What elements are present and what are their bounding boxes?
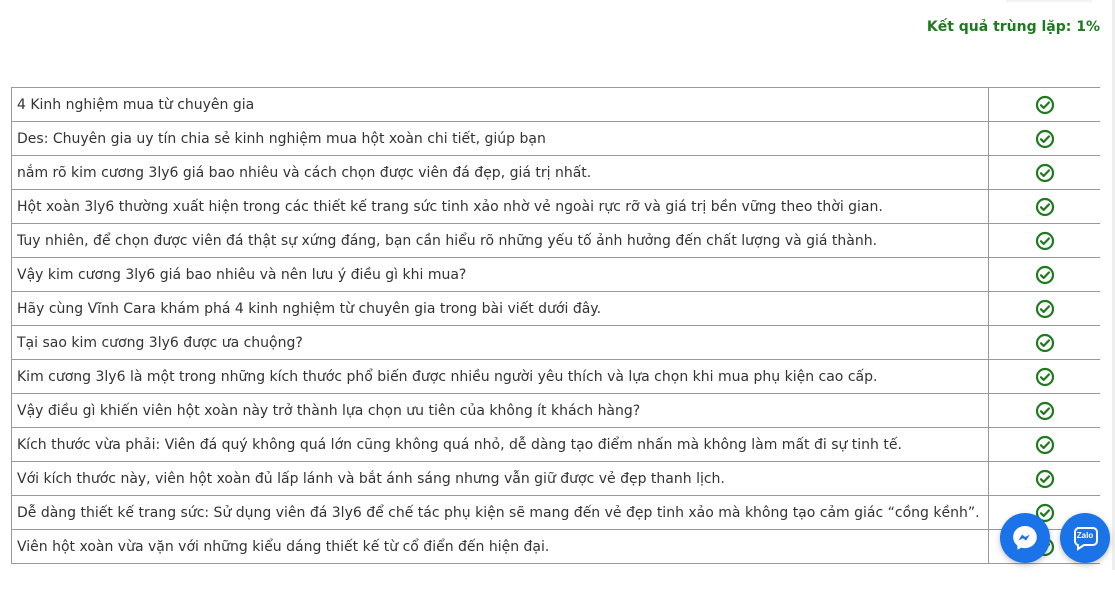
sentence-cell: nắm rõ kim cương 3ly6 giá bao nhiêu và cách chọn được viên đá đẹp, giá trị nhất. [12,156,989,190]
check-circle-icon [1035,95,1055,115]
status-cell [989,190,1101,224]
status-cell [989,326,1101,360]
zalo-icon [1071,524,1099,552]
sentence-cell: Tuy nhiên, để chọn được viên đá thật sự xứng đáng, bạn cần hiểu rõ những yếu tố ảnh hưởng đến chất lượng và giá thành. [12,224,989,258]
zalo-button[interactable] [1060,513,1110,563]
status-cell [989,224,1101,258]
status-cell [989,292,1101,326]
table-row [12,190,1101,224]
zalo-label: Zalo [1076,531,1094,540]
table-row [12,292,1101,326]
status-cell [989,360,1101,394]
check-circle-icon [1035,163,1055,183]
check-circle-icon [1035,129,1055,149]
status-cell [989,122,1101,156]
page-bottom [0,570,1115,600]
table-row [12,156,1101,190]
check-circle-icon [1035,435,1055,455]
sentence-cell: 4 Kinh nghiệm mua từ chuyên gia [12,88,989,122]
check-circle-icon [1035,265,1055,285]
sentence-cell: Tại sao kim cương 3ly6 được ưa chuộng? [12,326,989,360]
status-cell [989,258,1101,292]
sentence-cell: Hãy cùng Vĩnh Cara khám phá 4 kinh nghiệm từ chuyên gia trong bài viết dưới đây. [12,292,989,326]
check-circle-icon [1035,367,1055,387]
duplicate-result-label: Kết quả trùng lặp: 1% [926,19,1100,35]
table-row [12,88,1101,122]
results-table [11,87,1100,564]
table-row [12,326,1101,360]
sentence-cell: Vậy điều gì khiến viên hột xoàn này trở thành lựa chọn ưu tiên của không ít khách hàng? [12,394,989,428]
sentence-cell: Kim cương 3ly6 là một trong những kích thước phổ biến được nhiều người yêu thích và lựa chọn khi mua phụ kiện cao cấp. [12,360,989,394]
sentence-cell: Des: Chuyên gia uy tín chia sẻ kinh nghiệm mua hột xoàn chi tiết, giúp bạn [12,122,989,156]
table-row [12,496,1101,530]
results-table-container [11,87,1100,570]
table-row [12,258,1101,292]
table-row [12,462,1101,496]
check-circle-icon [1035,197,1055,217]
status-cell [989,394,1101,428]
status-cell [989,428,1101,462]
table-row [12,394,1101,428]
sentence-cell: Với kích thước này, viên hột xoàn đủ lấp lánh và bắt ánh sáng nhưng vẫn giữ được vẻ đẹp thanh lịch. [12,462,989,496]
table-row [12,122,1101,156]
table-row [12,530,1101,564]
top-divider [1006,0,1092,2]
status-cell [989,156,1101,190]
status-cell [989,88,1101,122]
table-row [12,428,1101,462]
sentence-cell: Vậy kim cương 3ly6 giá bao nhiêu và nên lưu ý điều gì khi mua? [12,258,989,292]
sentence-cell: Kích thước vừa phải: Viên đá quý không quá lớn cũng không quá nhỏ, dễ dàng tạo điểm nhấn mà không làm mất đi sự tinh tế. [12,428,989,462]
table-row [12,360,1101,394]
check-circle-icon [1035,231,1055,251]
status-cell [989,462,1101,496]
table-row [12,224,1101,258]
check-circle-icon [1035,333,1055,353]
messenger-icon [1010,523,1040,553]
check-circle-icon [1035,299,1055,319]
sentence-cell: Hột xoàn 3ly6 thường xuất hiện trong các thiết kế trang sức tinh xảo nhờ vẻ ngoài rực rỡ và giá trị bền vững theo thời gian. [12,190,989,224]
messenger-button[interactable] [1000,513,1050,563]
check-circle-icon [1035,401,1055,421]
sentence-cell: Viên hột xoàn vừa vặn với những kiểu dáng thiết kế từ cổ điển đến hiện đại. [12,530,989,564]
check-circle-icon [1035,469,1055,489]
sentence-cell: Dễ dàng thiết kế trang sức: Sử dụng viên đá 3ly6 để chế tác phụ kiện sẽ mang đến vẻ đẹp tinh xảo mà không tạo cảm giác “cồng kềnh”. [12,496,989,530]
